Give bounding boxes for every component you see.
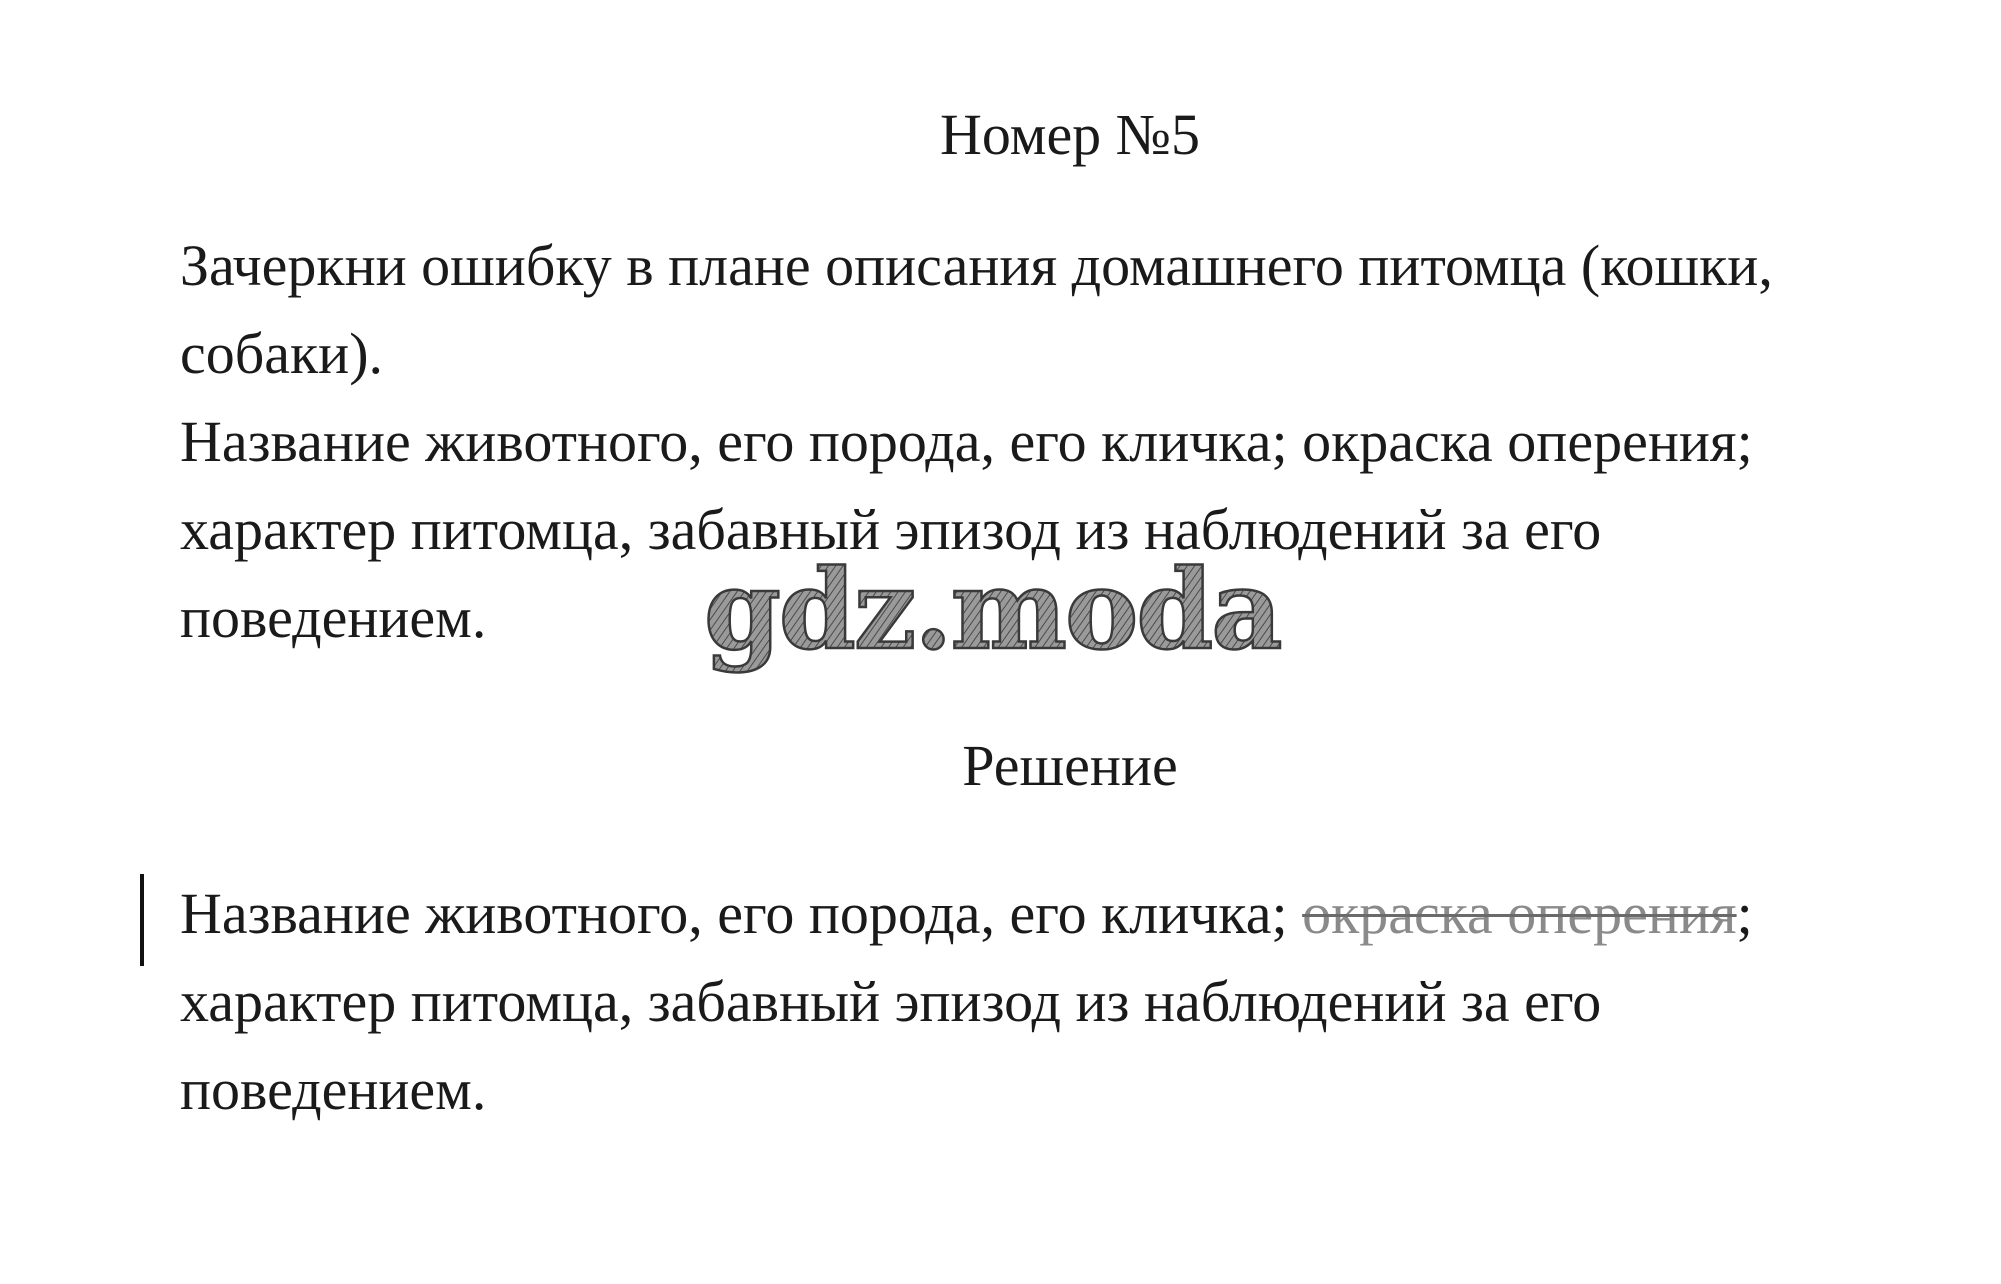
answer-block [180,870,1880,1134]
task-instruction: Зачеркни ошибку в плане описания домашнего питомца (кошки, собаки). [180,233,1773,386]
page-title: Номер №5 [939,102,1201,167]
text-cursor [140,874,144,966]
answer-before: Название животного, его порода, его кличка; [180,881,1303,946]
solution-heading: Решение [962,733,1178,798]
watermark-logo [700,560,1290,690]
task-plan: Название животного, его порода, его кличка; окраска оперения; характер питомца, забавный эпизод из наблюдений за его поведением. [180,409,1753,650]
answer-text [180,870,1880,1134]
answer-struck-error: окраска оперения [1302,881,1737,946]
answer-after: ; характер питомца, забавный эпизод из наблюдений за его поведением. [180,881,1753,1122]
watermark-text: gdz.moda [704,560,1281,674]
